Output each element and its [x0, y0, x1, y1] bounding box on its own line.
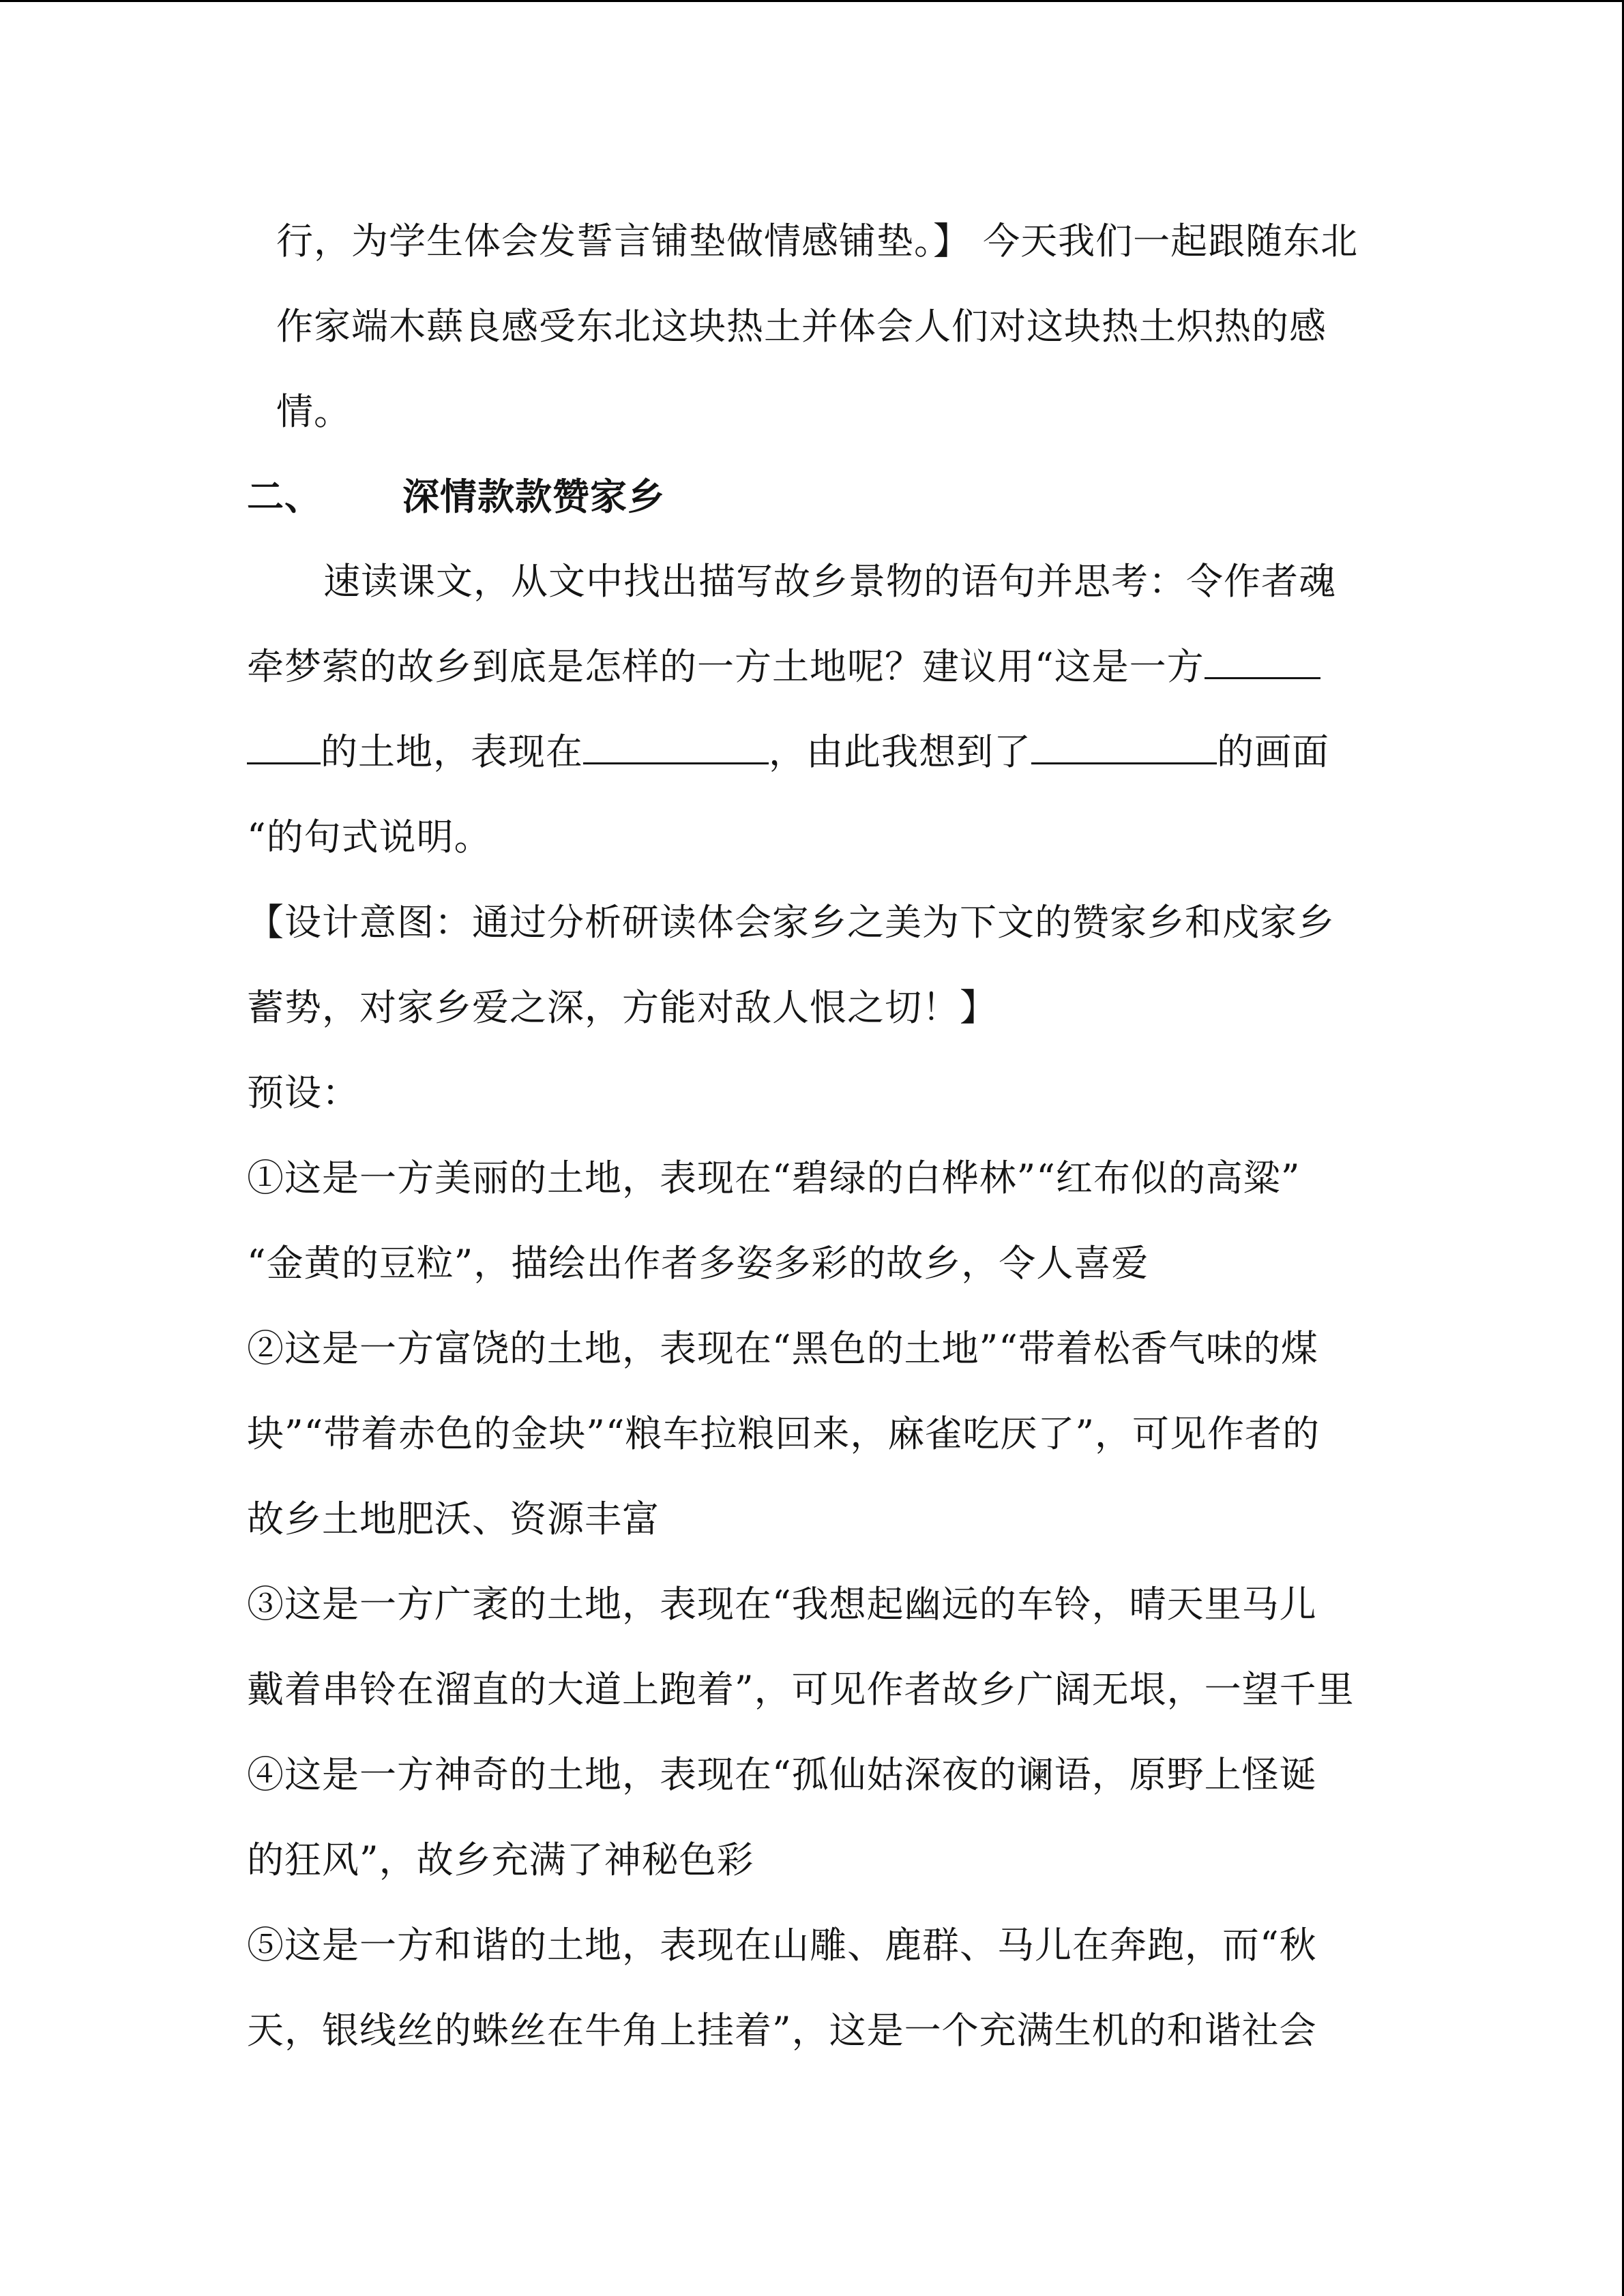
intro-line-2: 作家端木蕻良感受东北这块热土并体会人们对这块热土炽热的感	[276, 305, 1327, 348]
fill-blank-3	[1031, 730, 1217, 764]
preset-5-line-2: 天，银线丝的蛛丝在牛角上挂着”，这是一个充满生机的和谐社会	[247, 2009, 1317, 2052]
task-line-3-b: ，由此我想到了	[769, 730, 1031, 773]
task-line-3	[247, 728, 1329, 776]
preset-2-line-1: ②这是一方富饶的土地，表现在“黑色的土地”“带着松香气味的煤	[247, 1327, 1318, 1370]
preset-label: 预设：	[247, 1071, 359, 1114]
preset-2-line-2: 块”“带着赤色的金块”“粮车拉粮回来，麻雀吃厌了”，可见作者的	[247, 1412, 1320, 1455]
task-line-1: 速读课文，从文中找出描写故乡景物的语句并思考：令作者魂	[323, 560, 1336, 603]
preset-1-line-1: ①这是一方美丽的土地，表现在“碧绿的白桦林”“红布似的高粱”	[247, 1157, 1301, 1199]
section-heading	[247, 473, 665, 520]
section-number: 二、	[247, 475, 322, 518]
task-line-2	[247, 643, 1320, 691]
task-line-3-a: 的土地，表现在	[321, 730, 583, 773]
intro-line-3: 情。	[276, 390, 351, 433]
intro-line-1: 行，为学生体会发誓言铺垫做情感铺垫。】 今天我们一起跟随东北	[276, 220, 1359, 263]
fill-blank-1a	[1205, 644, 1320, 679]
fill-blank-2	[583, 730, 769, 764]
task-line-2-text: 牵梦萦的故乡到底是怎样的一方土地呢？建议用“这是一方	[247, 645, 1205, 688]
task-line-3-c: 的画面	[1217, 730, 1329, 773]
preset-4-line-2: 的狂风”，故乡充满了神秘色彩	[247, 1838, 754, 1881]
design-intent-line-2: 蓄势，对家乡爱之深，方能对敌人恨之切！】	[247, 986, 997, 1029]
preset-3-line-1: ③这是一方广袤的土地，表现在“我想起幽远的车铃，晴天里马儿	[247, 1583, 1317, 1626]
design-intent-line-1: 【设计意图：通过分析研读体会家乡之美为下文的赞家乡和戍家乡	[247, 901, 1335, 944]
fill-blank-1b	[247, 730, 321, 764]
preset-4-line-1: ④这是一方神奇的土地，表现在“孤仙姑深夜的谰语，原野上怪诞	[247, 1753, 1317, 1796]
preset-1-line-2: “金黄的豆粒”，描绘出作者多姿多彩的故乡，令人喜爱	[247, 1242, 1149, 1285]
preset-2-line-3: 故乡土地肥沃、资源丰富	[247, 1497, 660, 1540]
section-title: 深情款款赞家乡	[402, 475, 665, 518]
preset-3-line-2: 戴着串铃在溜直的大道上跑着”，可见作者故乡广阔无垠，一望千里	[247, 1668, 1355, 1711]
preset-5-line-1: ⑤这是一方和谐的土地，表现在山雕、鹿群、马儿在奔跑，而“秋	[247, 1924, 1317, 1967]
task-line-4: “的句式说明。	[247, 816, 492, 859]
